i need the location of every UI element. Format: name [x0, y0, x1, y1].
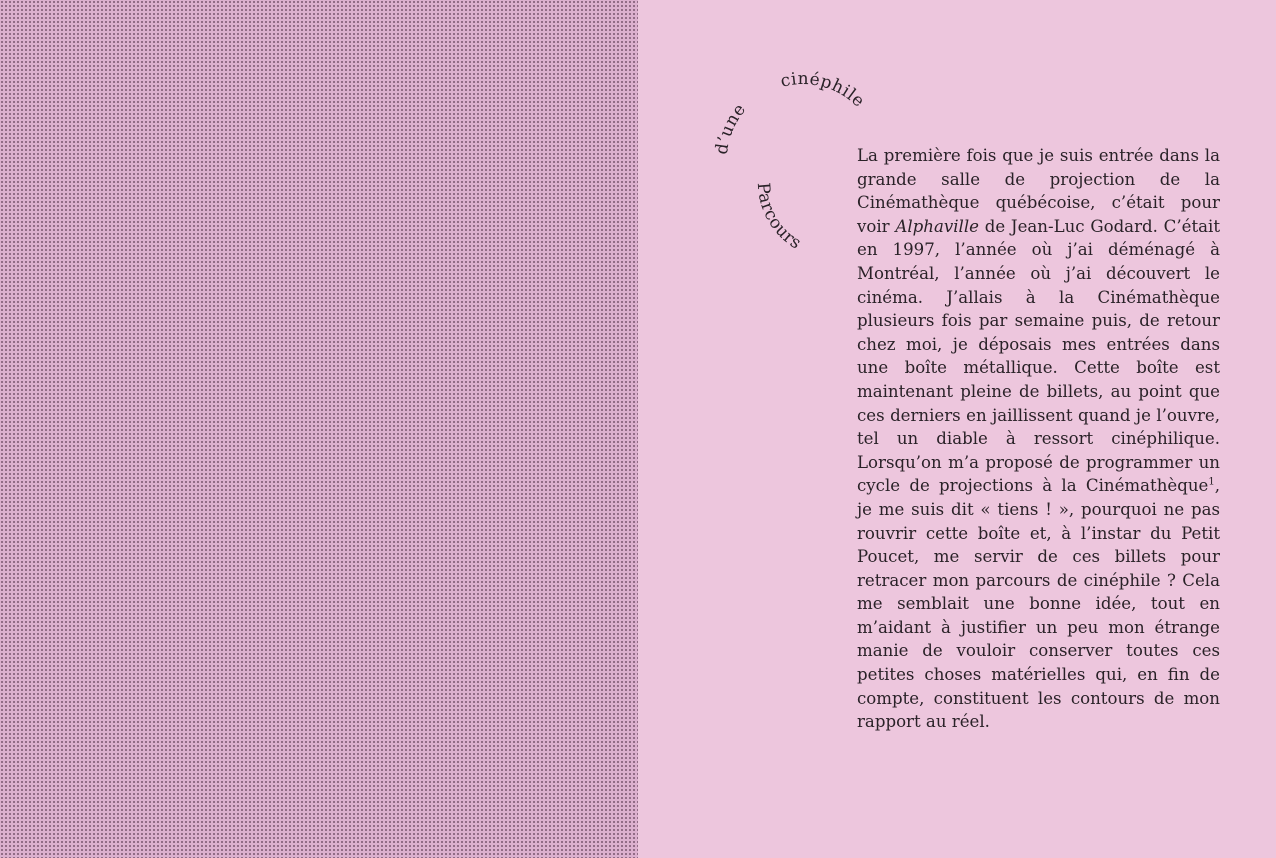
film-title-alphaville: Alphaville [895, 216, 979, 236]
body-text-part-1: La première fois que je suis entrée dans la grande salle de projection de la Cinémathèque québécoise, c’était pour voir [857, 146, 1220, 236]
footnote-reference: 1 [1208, 476, 1215, 488]
body-text-part-2: de Jean-Luc Godard. C’était en 1997, l’année où j’ai déménagé à Montréal, l’année où j’ai découvert le cinéma. J’allais à la Cinémathèque plusieurs fois par semaine puis, de retour chez moi, je déposais mes entrées dans une boîte métallique. Cette boîte est maintenant pleine de billets, au point que ces derniers en jaillissent quand je l’ouvre, tel un diable à ressort cinéphilique. Lorsqu’on m’a proposé de programmer un cycle de projections à la Cinémathèque [857, 216, 1220, 496]
arc-word-dune: d’une [711, 99, 751, 156]
arc-word-cinephile: cinéphile [778, 69, 869, 112]
arc-word-parcours: Parcours [752, 181, 805, 254]
right-page [638, 0, 1276, 858]
body-text-part-3: , je me suis dit « tiens ! », pourquoi ne pas rouvrir cette boîte et, à l’instar du Petit Poucet, me servir de ces billets pour retracer mon parcours de cinéphile ? Cela me semblait une bonne idée, tout en m’aidant à justifier un peu mon étrange manie de vouloir conserver toutes ces petites choses matérielles qui, en fin de compte, constituent les contours de mon rapport au réel. [857, 476, 1220, 732]
body-paragraph [857, 144, 1220, 734]
